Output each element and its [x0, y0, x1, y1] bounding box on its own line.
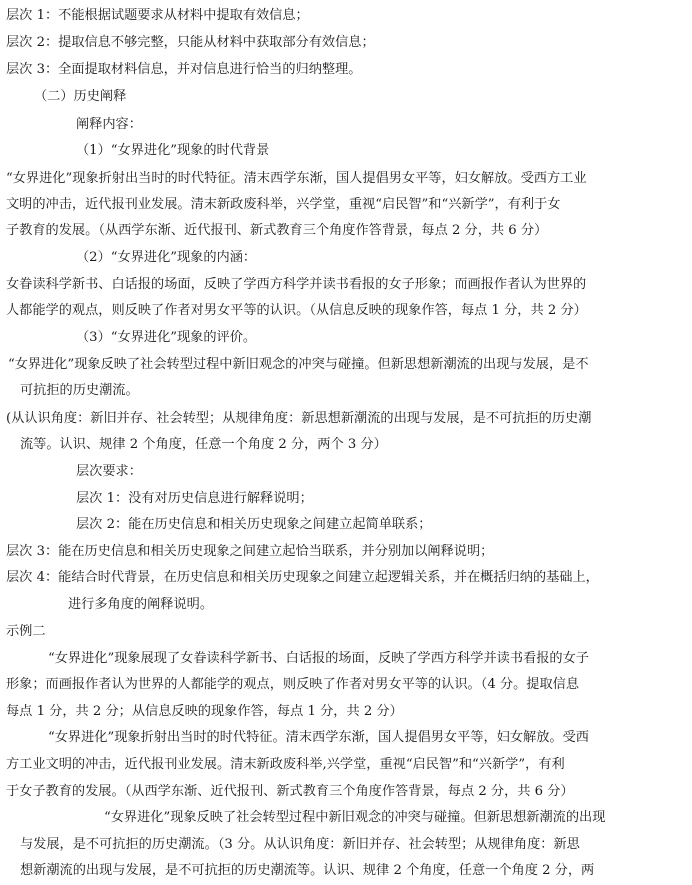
- text-line: “女界进化”现象反映了社会转型过程中新旧观念的冲突与碰撞。但新思想新潮流的出现与发展，是不: [8, 357, 589, 372]
- text-line: 层次 4：能结合时代背景，在历史信息和相关历史现象之间建立起逻辑关系，并在概括归纳的基础上，: [6, 570, 599, 585]
- text-line: 与发展，是不可抗拒的历史潮流。（3 分。从认识角度：新旧并存、社会转型；从规律角度：新思: [20, 837, 580, 852]
- text-line: 方工业文明的冲击，近代报刊业发展。清末新政废科举,兴学堂，重视“启民智”和“兴新学”，有利: [6, 757, 565, 772]
- text-line: 进行多角度的阐释说明。: [68, 597, 214, 612]
- text-line: 层次 2：提取信息不够完整，只能从材料中获取部分有效信息；: [6, 35, 375, 50]
- text-line: 形象；而画报作者认为世界的人都能学的观点，则反映了作者对男女平等的认识。（4 分。提取信息: [6, 677, 580, 692]
- text-line: 子教育的发展。（从西学东渐、近代报刊、新式教育三个角度作答背景，每点 2 分，共 6 分）: [6, 223, 548, 238]
- text-line: “女界进化”现象展现了女眷读科学新书、白话报的场面，反映了学西方科学并读书看报的女子: [48, 651, 589, 666]
- section-heading: （二）历史阐释: [34, 89, 127, 104]
- text-line: 层次要求：: [76, 464, 142, 479]
- text-line: 流等。认识、规律 2 个角度，任意一个角度 2 分，两个 3 分）: [20, 437, 387, 452]
- text-line: 层次 3：能在历史信息和相关历史现象之间建立起恰当联系，并分别加以阐释说明；: [6, 544, 494, 559]
- text-line: “女界进化”现象折射出当时的时代特征。清末西学东渐，国人提倡男女平等，妇女解放。受西: [48, 730, 589, 745]
- section-heading: 示例二: [6, 624, 46, 639]
- subheading: （1）“女界进化”现象的时代背景: [76, 143, 270, 158]
- text-line: “女界进化”现象折射出当时的时代特征。清末西学东渐，国人提倡男女平等，妇女解放。受西方工业: [6, 171, 587, 186]
- text-line: 层次 1：不能根据试题要求从材料中提取有效信息；: [6, 8, 309, 23]
- text-line: 阐释内容：: [76, 117, 142, 132]
- subheading: （2）“女界进化”现象的内涵：: [76, 250, 257, 265]
- text-line: “女界进化”现象反映了社会转型过程中新旧观念的冲突与碰撞。但新思想新潮流的出现: [104, 810, 606, 825]
- text-line: 层次 2：能在历史信息和相关历史现象之间建立起简单联系；: [76, 517, 432, 532]
- subheading: （3）“女界进化”现象的评价。: [76, 330, 257, 345]
- text-line: 想新潮流的出现与发展，是不可抗拒的历史潮流等。认识、规律 2 个角度，任意一个角度 2 分，两: [20, 863, 595, 878]
- text-line: (从认识角度：新旧并存、社会转型；从规律角度：新思想新潮流的出现与发展，是不可抗拒的历史潮: [6, 411, 592, 426]
- text-line: 文明的冲击，近代报刊业发展。清末新政废科举，兴学堂，重视“启民智”和“兴新学”，有利于女: [6, 197, 561, 212]
- text-line: 层次 3：全面提取材料信息，并对信息进行恰当的归纳整理。: [6, 62, 362, 77]
- text-line: 人都能学的观点，则反映了作者对男女平等的认识。（从信息反映的现象作答，每点 1 分，共 2 分）: [6, 303, 587, 318]
- text-line: 每点 1 分，共 2 分；从信息反映的现象作答，每点 1 分，共 2 分）: [6, 704, 403, 719]
- text-line: 于女子教育的发展。（从西学东渐、近代报刊、新式教育三个角度作答背景，每点 2 分，共 6 分）: [6, 784, 574, 799]
- text-line: 层次 1：没有对历史信息进行解释说明；: [76, 491, 313, 506]
- text-line: 女眷读科学新书、白话报的场面，反映了学西方科学并读书看报的女子形象；而画报作者认为世界的: [6, 277, 587, 292]
- text-line: 可抗拒的历史潮流。: [20, 383, 139, 398]
